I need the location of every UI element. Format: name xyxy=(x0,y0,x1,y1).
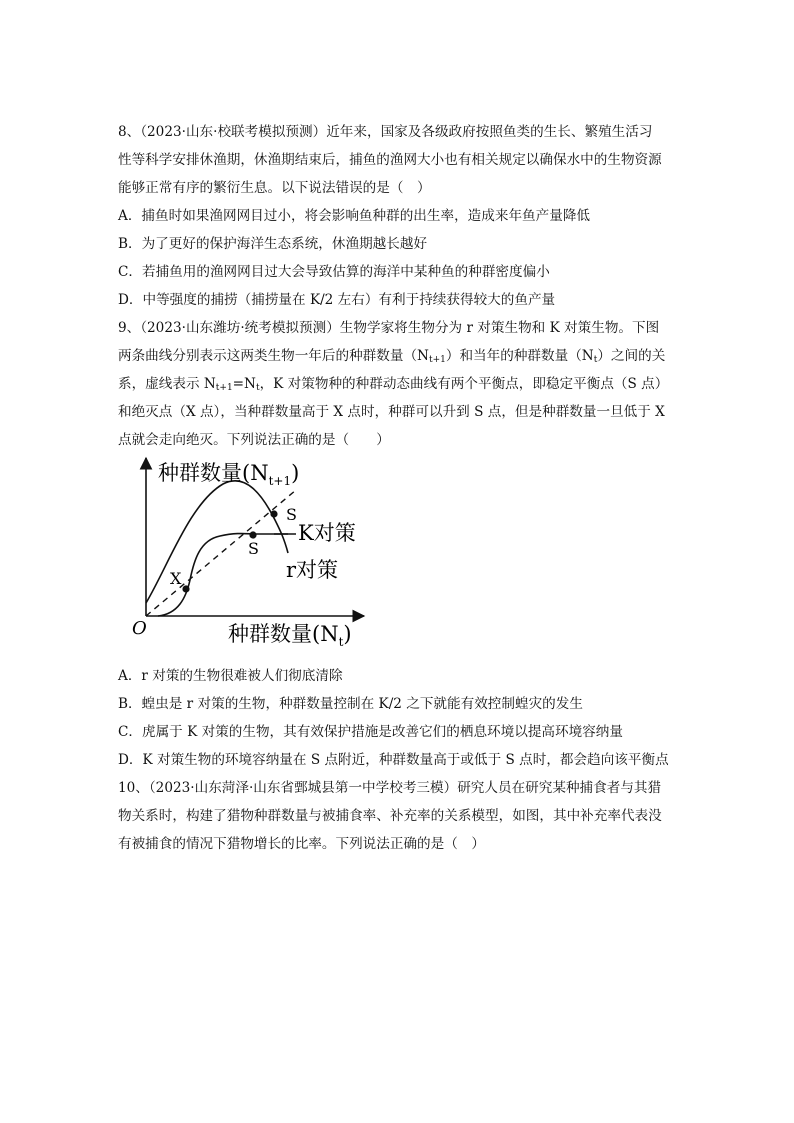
q10-stem-line-2: 物关系时，构建了猎物种群数量与被捕食率、补充率的关系模型，如图，其中补充率代表没 xyxy=(118,808,662,824)
figure-svg xyxy=(128,448,378,648)
q9-option-a: A．r 对策的生物很难被人们彻底清除 xyxy=(118,668,343,684)
q10-stem-line-3: 有被捕食的情况下猎物增长的比率。下列说法正确的是（ ） xyxy=(118,836,486,852)
point-s-r xyxy=(270,510,277,517)
k-strategy-label: K对策 xyxy=(298,521,356,545)
q9-stem-line-1: 9、（2023·山东潍坊·统考模拟预测）生物学家将生物分为 r 对策生物和 K 对策生物。下图 xyxy=(118,320,660,336)
q8-option-d: D．中等强度的捕捞（捕捞量在 K/2 左右）有利于持续获得较大的鱼产量 xyxy=(118,292,556,308)
population-dynamics-figure xyxy=(128,448,378,648)
q9-stem-line-5: 点就会走向绝灭。下列说法正确的是（ ） xyxy=(118,432,390,448)
q9-line3-sub-1: t+1 xyxy=(215,383,233,393)
q8-stem-line-2: 性等科学安排休渔期，休渔期结束后，捕鱼的渔网大小也有相关规定以确保水中的生物资源 xyxy=(118,152,662,168)
equilibrium-dashed-line xyxy=(146,490,296,616)
question-9-options xyxy=(118,662,678,774)
q8-option-b: B．为了更好的保护海洋生态系统，休渔期越长越好 xyxy=(118,236,428,252)
q9-line2-part-c: ）之间的关 xyxy=(597,348,666,364)
q9-stem-line-3 xyxy=(118,370,678,398)
q8-option-c: C．若捕鱼用的渔网网目过大会导致估算的海洋中某种鱼的种群密度偏小 xyxy=(118,264,550,280)
q8-stem-line-1: 8、（2023·山东·校联考模拟预测）近年来，国家及各级政府按照鱼类的生长、繁殖生活习 xyxy=(118,124,653,140)
s-point-label-r: S xyxy=(286,505,297,524)
r-strategy-curve xyxy=(146,481,288,603)
q8-option-a: A．捕鱼时如果渔网网目过小，将会影响鱼种群的出生率，造成来年鱼产量降低 xyxy=(118,208,591,224)
q9-stem-line-4: 和绝灭点（X 点），当种群数量高于 X 点时，种群可以升到 S 点，但是种群数量一旦低于 X xyxy=(118,404,665,420)
x-point-label: X xyxy=(170,569,182,588)
s-point-label-k: S xyxy=(248,539,259,558)
point-x xyxy=(182,585,189,592)
q9-line3-part-b: =N xyxy=(232,376,256,392)
q9-line3-part-c: ，K 对策物种的种群动态曲线有两个平衡点，即稳定平衡点（S 点） xyxy=(259,376,669,392)
q9-line3-sub-2: t xyxy=(255,383,260,393)
point-s-k xyxy=(249,531,256,538)
q9-option-c: C．虎属于 K 对策的生物，其有效保护措施是改善它们的栖息环境以提高环境容纳量 xyxy=(118,724,623,740)
q8-stem-line-3: 能够正常有序的繁衍生息。以下说法错误的是（ ） xyxy=(118,180,431,196)
q9-stem-line-2 xyxy=(118,342,678,370)
question-9 xyxy=(118,314,678,454)
origin-label: O xyxy=(132,618,147,639)
question-10 xyxy=(118,774,678,858)
question-8 xyxy=(118,118,678,314)
q9-option-d: D．K 对策生物的环境容纳量在 S 点附近，种群数量高于或低于 S 点时，都会趋向该平衡点 xyxy=(118,752,669,768)
q9-option-b: B．蝗虫是 r 对策的生物，种群数量控制在 K/2 之下就能有效控制蝗灾的发生 xyxy=(118,696,583,712)
q9-line2-sub-2: t xyxy=(593,355,598,365)
x-axis-label: 种群数量$(N_t)$ xyxy=(228,622,352,648)
q9-line2-sub-1: t+1 xyxy=(428,355,446,365)
y-axis-label: 种群数量$(N_{t+1})$ xyxy=(158,461,300,488)
q9-line3-part-a: 系，虚线表示 N xyxy=(118,376,216,392)
q9-line2-part-b: ）和当年的种群数量（N xyxy=(445,348,594,364)
q10-stem-line-1: 10、（2023·山东菏泽·山东省鄄城县第一中学校考三模）研究人员在研究某种捕食者与其猎 xyxy=(118,780,662,796)
r-strategy-label: r对策 xyxy=(286,558,339,582)
q9-line2-part-a: 两条曲线分别表示这两类生物一年后的种群数量（N xyxy=(118,348,429,364)
